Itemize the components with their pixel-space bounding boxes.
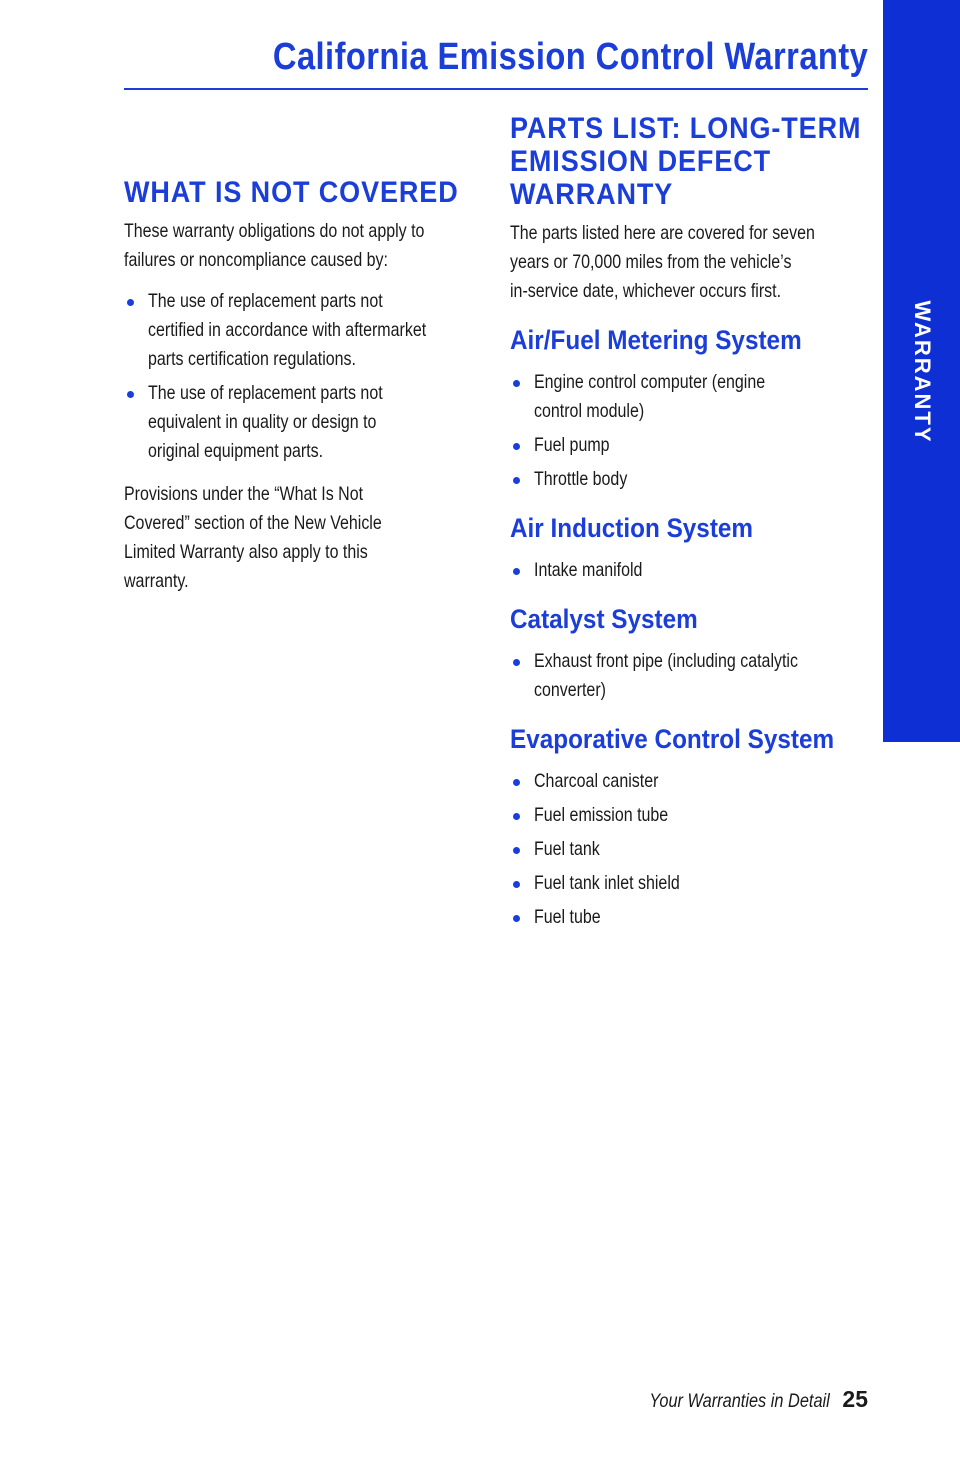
parts-list-intro: The parts listed here are covered for seven years or 70,000 miles from the vehicle’s in-service date, whichever occurs first. — [510, 222, 815, 302]
not-covered-list — [124, 287, 484, 466]
bullet-icon — [513, 659, 520, 666]
list-item: Throttle body — [510, 465, 870, 494]
right-column — [510, 112, 870, 937]
page-title: California Emission Control Warranty — [272, 36, 868, 78]
list-item: Fuel emission tube — [510, 801, 870, 830]
section-heading-not-covered: WHAT IS NOT COVERED — [124, 176, 459, 209]
bullet-icon — [513, 847, 520, 854]
subheading-air-induction: Air Induction System — [510, 513, 754, 543]
page-footer — [620, 1386, 868, 1413]
side-tab-label: WARRANTY — [909, 300, 935, 444]
list-item: Fuel tank inlet shield — [510, 869, 870, 898]
list-item: Charcoal canister — [510, 767, 870, 796]
title-rule — [124, 88, 868, 90]
provisions-paragraph: Provisions under the “What Is Not Covered” section of the New Vehicle Limited Warranty also apply to this warranty. — [124, 483, 382, 592]
bullet-icon — [513, 779, 520, 786]
bullet-icon — [513, 915, 520, 922]
section-heading-parts-list: PARTS LIST: LONG-TERM EMISSION DEFECT WARRANTY — [510, 112, 862, 211]
list-item: Engine control computer (engine control module) — [510, 368, 870, 426]
evaporative-control-list — [510, 767, 870, 932]
bullet-icon — [513, 568, 520, 575]
left-column — [124, 176, 484, 596]
not-covered-intro: These warranty obligations do not apply to failures or noncompliance caused by: — [124, 220, 425, 271]
bullet-icon — [513, 477, 520, 484]
page-number: 25 — [842, 1386, 868, 1412]
air-fuel-metering-list — [510, 368, 870, 494]
side-tab — [883, 0, 960, 742]
bullet-icon — [513, 380, 520, 387]
list-item: Fuel tank — [510, 835, 870, 864]
list-item: The use of replacement parts not equivalent in quality or design to original equipment parts. — [124, 379, 484, 466]
list-item: Intake manifold — [510, 556, 870, 585]
bullet-icon — [513, 443, 520, 450]
subheading-catalyst: Catalyst System — [510, 604, 698, 634]
air-induction-list — [510, 556, 870, 585]
footer-text: Your Warranties in Detail — [649, 1391, 830, 1412]
bullet-icon — [513, 881, 520, 888]
subheading-air-fuel-metering: Air/Fuel Metering System — [510, 325, 802, 355]
bullet-icon — [513, 813, 520, 820]
catalyst-list — [510, 647, 870, 705]
list-item: Fuel tube — [510, 903, 870, 932]
list-item: Exhaust front pipe (including catalytic converter) — [510, 647, 870, 705]
bullet-icon — [127, 299, 134, 306]
subheading-evaporative-control: Evaporative Control System — [510, 724, 835, 754]
list-item: Fuel pump — [510, 431, 870, 460]
bullet-icon — [127, 391, 134, 398]
list-item: The use of replacement parts not certified in accordance with aftermarket parts certification regulations. — [124, 287, 484, 374]
